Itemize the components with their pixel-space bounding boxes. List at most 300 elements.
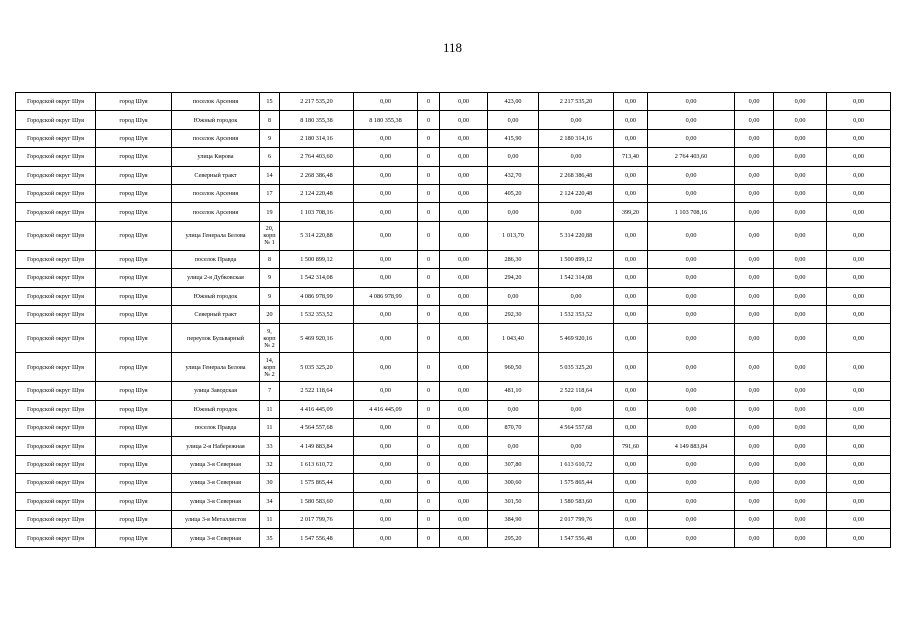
- cell-cost-e: 0,00: [774, 400, 827, 418]
- cell-cost-c: 1 580 583,60: [539, 492, 614, 510]
- cell-count-b: 0: [418, 203, 440, 221]
- cell-municipality: Городской округ Шуя: [16, 492, 96, 510]
- cell-municipality: Городской округ Шуя: [16, 305, 96, 323]
- cell-street: улица 3-я Северная: [172, 492, 260, 510]
- cell-cost-c: 2 017 799,76: [539, 511, 614, 529]
- cell-area-c: 295,20: [488, 529, 539, 547]
- cell-municipality: Городской округ Шуя: [16, 353, 96, 382]
- cell-cost-a: 0,00: [354, 250, 418, 268]
- cell-cost-e: 0,00: [774, 287, 827, 305]
- cell-settlement: город Шуя: [96, 437, 172, 455]
- cell-cost-a: 0,00: [354, 474, 418, 492]
- table-body: [16, 93, 891, 548]
- cell-cost-e: 0,00: [774, 324, 827, 353]
- table-row: [16, 269, 891, 287]
- cell-total-cost: 2 217 535,20: [280, 93, 354, 111]
- cell-count-b: 0: [418, 166, 440, 184]
- cell-cost-a: 0,00: [354, 511, 418, 529]
- cell-cost-e: 0,00: [774, 250, 827, 268]
- cell-area-c: 384,90: [488, 511, 539, 529]
- cell-area-d: 0,00: [614, 353, 648, 382]
- cell-total-cost: 8 180 355,38: [280, 111, 354, 129]
- cell-cost-c: 0,00: [539, 111, 614, 129]
- cell-cost-e: 0,00: [774, 382, 827, 400]
- cell-total-cost: 1 103 708,16: [280, 203, 354, 221]
- cell-cost-e: 0,00: [774, 492, 827, 510]
- cell-count-b: 0: [418, 324, 440, 353]
- cell-cost-c: 2 180 314,16: [539, 129, 614, 147]
- cell-street: улица 3-я Северная: [172, 455, 260, 473]
- cell-area-e: 0,00: [735, 93, 774, 111]
- cell-area-e: 0,00: [735, 419, 774, 437]
- cell-cost-c: 0,00: [539, 437, 614, 455]
- cell-cost-f: 0,00: [827, 474, 891, 492]
- cell-area-c: 0,00: [488, 400, 539, 418]
- cell-street: поселок Правда: [172, 250, 260, 268]
- cell-cost-a: 0,00: [354, 455, 418, 473]
- cell-cost-c: 1 500 899,12: [539, 250, 614, 268]
- cell-house-number: 11: [260, 419, 280, 437]
- cell-cost-d: 0,00: [648, 492, 735, 510]
- cell-cost-c: 5 469 920,16: [539, 324, 614, 353]
- cell-total-cost: 2 268 386,48: [280, 166, 354, 184]
- cell-municipality: Городской округ Шуя: [16, 148, 96, 166]
- cell-house-number: 8: [260, 250, 280, 268]
- cell-cost-f: 0,00: [827, 269, 891, 287]
- cell-cost-c: 0,00: [539, 203, 614, 221]
- cell-cost-d: 1 103 708,16: [648, 203, 735, 221]
- cell-street: улица 3-я Северная: [172, 474, 260, 492]
- cell-count-b: 0: [418, 419, 440, 437]
- cell-area-d: 0,00: [614, 111, 648, 129]
- cell-cost-b: 0,00: [440, 455, 488, 473]
- cell-street: Южный городок: [172, 111, 260, 129]
- cell-area-d: 0,00: [614, 250, 648, 268]
- cell-area-d: 0,00: [614, 129, 648, 147]
- cell-house-number: 9: [260, 287, 280, 305]
- cell-cost-e: 0,00: [774, 269, 827, 287]
- cell-street: поселок Арсения: [172, 129, 260, 147]
- cell-area-d: 0,00: [614, 474, 648, 492]
- cell-count-b: 0: [418, 221, 440, 250]
- cell-total-cost: 4 149 883,84: [280, 437, 354, 455]
- cell-count-b: 0: [418, 111, 440, 129]
- cell-count-b: 0: [418, 93, 440, 111]
- table-row: [16, 166, 891, 184]
- cell-cost-a: 0,00: [354, 166, 418, 184]
- cell-cost-f: 0,00: [827, 166, 891, 184]
- housing-repair-table: [15, 92, 891, 548]
- cell-area-d: 791,60: [614, 437, 648, 455]
- cell-cost-b: 0,00: [440, 400, 488, 418]
- cell-area-e: 0,00: [735, 111, 774, 129]
- cell-municipality: Городской округ Шуя: [16, 400, 96, 418]
- cell-settlement: город Шуя: [96, 221, 172, 250]
- cell-cost-a: 0,00: [354, 324, 418, 353]
- cell-settlement: город Шуя: [96, 455, 172, 473]
- cell-total-cost: 4 086 978,99: [280, 287, 354, 305]
- cell-cost-f: 0,00: [827, 111, 891, 129]
- cell-area-e: 0,00: [735, 437, 774, 455]
- cell-settlement: город Шуя: [96, 203, 172, 221]
- cell-area-c: 307,80: [488, 455, 539, 473]
- cell-cost-d: 0,00: [648, 382, 735, 400]
- table-row: [16, 250, 891, 268]
- cell-municipality: Городской округ Шуя: [16, 93, 96, 111]
- cell-cost-d: 0,00: [648, 111, 735, 129]
- cell-house-number: 9, корп № 2: [260, 324, 280, 353]
- cell-total-cost: 1 532 353,52: [280, 305, 354, 323]
- cell-area-c: 0,00: [488, 437, 539, 455]
- cell-cost-f: 0,00: [827, 382, 891, 400]
- cell-cost-b: 0,00: [440, 166, 488, 184]
- cell-area-c: 432,70: [488, 166, 539, 184]
- cell-cost-d: 0,00: [648, 419, 735, 437]
- cell-cost-f: 0,00: [827, 148, 891, 166]
- cell-settlement: город Шуя: [96, 305, 172, 323]
- cell-settlement: город Шуя: [96, 166, 172, 184]
- cell-cost-b: 0,00: [440, 287, 488, 305]
- cell-area-d: 713,40: [614, 148, 648, 166]
- cell-cost-d: 0,00: [648, 287, 735, 305]
- cell-house-number: 11: [260, 400, 280, 418]
- cell-area-e: 0,00: [735, 324, 774, 353]
- cell-total-cost: 2 124 220,48: [280, 184, 354, 202]
- cell-house-number: 20, корп № 1: [260, 221, 280, 250]
- cell-cost-f: 0,00: [827, 129, 891, 147]
- cell-settlement: город Шуя: [96, 111, 172, 129]
- table-row: [16, 203, 891, 221]
- cell-cost-b: 0,00: [440, 203, 488, 221]
- cell-municipality: Городской округ Шуя: [16, 455, 96, 473]
- cell-cost-d: 0,00: [648, 305, 735, 323]
- cell-street: Южный городок: [172, 287, 260, 305]
- cell-municipality: Городской округ Шуя: [16, 129, 96, 147]
- cell-cost-e: 0,00: [774, 111, 827, 129]
- cell-cost-c: 1 575 865,44: [539, 474, 614, 492]
- table-row: [16, 419, 891, 437]
- table-row: [16, 184, 891, 202]
- cell-cost-f: 0,00: [827, 93, 891, 111]
- cell-cost-a: 4 086 978,99: [354, 287, 418, 305]
- cell-cost-f: 0,00: [827, 250, 891, 268]
- cell-cost-a: 8 180 355,38: [354, 111, 418, 129]
- cell-cost-f: 0,00: [827, 419, 891, 437]
- cell-cost-e: 0,00: [774, 511, 827, 529]
- cell-cost-e: 0,00: [774, 437, 827, 455]
- cell-area-c: 870,70: [488, 419, 539, 437]
- cell-area-e: 0,00: [735, 166, 774, 184]
- cell-cost-a: 0,00: [354, 148, 418, 166]
- cell-cost-d: 0,00: [648, 129, 735, 147]
- cell-cost-c: 1 532 353,52: [539, 305, 614, 323]
- cell-cost-b: 0,00: [440, 474, 488, 492]
- cell-area-d: 0,00: [614, 305, 648, 323]
- cell-cost-a: 4 416 445,09: [354, 400, 418, 418]
- cell-municipality: Городской округ Шуя: [16, 166, 96, 184]
- cell-cost-a: 0,00: [354, 382, 418, 400]
- cell-count-b: 0: [418, 269, 440, 287]
- cell-street: Южный городок: [172, 400, 260, 418]
- cell-settlement: город Шуя: [96, 511, 172, 529]
- page-number: 118: [442, 40, 463, 55]
- cell-total-cost: 2 522 118,64: [280, 382, 354, 400]
- cell-area-d: 0,00: [614, 511, 648, 529]
- cell-area-c: 0,00: [488, 148, 539, 166]
- cell-municipality: Городской округ Шуя: [16, 203, 96, 221]
- cell-settlement: город Шуя: [96, 129, 172, 147]
- cell-cost-d: 0,00: [648, 269, 735, 287]
- table-row: [16, 382, 891, 400]
- cell-count-b: 0: [418, 529, 440, 547]
- table-row: [16, 511, 891, 529]
- cell-cost-b: 0,00: [440, 324, 488, 353]
- cell-area-e: 0,00: [735, 305, 774, 323]
- cell-cost-b: 0,00: [440, 250, 488, 268]
- cell-area-c: 1 043,40: [488, 324, 539, 353]
- cell-municipality: Городской округ Шуя: [16, 474, 96, 492]
- cell-cost-d: 4 149 883,84: [648, 437, 735, 455]
- table-row: [16, 529, 891, 547]
- cell-area-d: 0,00: [614, 529, 648, 547]
- cell-cost-c: 4 564 557,68: [539, 419, 614, 437]
- cell-area-e: 0,00: [735, 269, 774, 287]
- cell-settlement: город Шуя: [96, 148, 172, 166]
- cell-cost-e: 0,00: [774, 129, 827, 147]
- cell-cost-b: 0,00: [440, 492, 488, 510]
- cell-cost-e: 0,00: [774, 203, 827, 221]
- cell-count-b: 0: [418, 148, 440, 166]
- cell-cost-f: 0,00: [827, 529, 891, 547]
- cell-street: поселок Арсения: [172, 203, 260, 221]
- cell-cost-c: 0,00: [539, 400, 614, 418]
- table-row: [16, 492, 891, 510]
- cell-street: улица Генерала Белова: [172, 353, 260, 382]
- cell-settlement: город Шуя: [96, 93, 172, 111]
- cell-cost-b: 0,00: [440, 419, 488, 437]
- cell-cost-b: 0,00: [440, 221, 488, 250]
- cell-count-b: 0: [418, 511, 440, 529]
- cell-area-d: 0,00: [614, 455, 648, 473]
- cell-total-cost: 2 764 403,60: [280, 148, 354, 166]
- cell-cost-d: 2 764 403,60: [648, 148, 735, 166]
- table-row: [16, 437, 891, 455]
- cell-area-e: 0,00: [735, 529, 774, 547]
- cell-settlement: город Шуя: [96, 269, 172, 287]
- cell-house-number: 11: [260, 511, 280, 529]
- cell-area-c: 960,50: [488, 353, 539, 382]
- cell-house-number: 9: [260, 129, 280, 147]
- cell-street: Северный тракт: [172, 166, 260, 184]
- cell-street: поселок Арсения: [172, 93, 260, 111]
- cell-area-e: 0,00: [735, 511, 774, 529]
- table-row: [16, 305, 891, 323]
- cell-settlement: город Шуя: [96, 287, 172, 305]
- cell-area-c: 292,30: [488, 305, 539, 323]
- cell-total-cost: 1 580 583,60: [280, 492, 354, 510]
- cell-area-c: 0,00: [488, 111, 539, 129]
- cell-street: улица 3-я Металлистов: [172, 511, 260, 529]
- cell-area-d: 0,00: [614, 221, 648, 250]
- cell-cost-d: 0,00: [648, 353, 735, 382]
- cell-cost-f: 0,00: [827, 184, 891, 202]
- cell-house-number: 19: [260, 203, 280, 221]
- cell-area-e: 0,00: [735, 129, 774, 147]
- cell-cost-f: 0,00: [827, 492, 891, 510]
- cell-cost-c: 1 542 314,08: [539, 269, 614, 287]
- cell-cost-e: 0,00: [774, 166, 827, 184]
- cell-cost-b: 0,00: [440, 148, 488, 166]
- cell-cost-d: 0,00: [648, 324, 735, 353]
- cell-cost-d: 0,00: [648, 511, 735, 529]
- cell-municipality: Городской округ Шуя: [16, 529, 96, 547]
- cell-cost-d: 0,00: [648, 221, 735, 250]
- cell-area-d: 0,00: [614, 492, 648, 510]
- cell-area-d: 0,00: [614, 324, 648, 353]
- cell-cost-b: 0,00: [440, 382, 488, 400]
- table-row: [16, 287, 891, 305]
- cell-street: улица 2-я Набережная: [172, 437, 260, 455]
- cell-municipality: Городской округ Шуя: [16, 111, 96, 129]
- cell-cost-f: 0,00: [827, 305, 891, 323]
- cell-street: улица 2-я Дубковская: [172, 269, 260, 287]
- cell-settlement: город Шуя: [96, 529, 172, 547]
- cell-settlement: город Шуя: [96, 382, 172, 400]
- cell-area-c: 1 013,70: [488, 221, 539, 250]
- cell-area-d: 0,00: [614, 287, 648, 305]
- cell-cost-b: 0,00: [440, 129, 488, 147]
- cell-total-cost: 2 017 799,76: [280, 511, 354, 529]
- cell-area-d: 0,00: [614, 269, 648, 287]
- cell-house-number: 30: [260, 474, 280, 492]
- cell-cost-a: 0,00: [354, 305, 418, 323]
- cell-municipality: Городской округ Шуя: [16, 419, 96, 437]
- cell-house-number: 14, корп № 2: [260, 353, 280, 382]
- cell-cost-b: 0,00: [440, 93, 488, 111]
- cell-area-d: 0,00: [614, 166, 648, 184]
- cell-total-cost: 1 613 610,72: [280, 455, 354, 473]
- cell-cost-a: 0,00: [354, 437, 418, 455]
- cell-cost-c: 1 547 556,48: [539, 529, 614, 547]
- cell-cost-d: 0,00: [648, 166, 735, 184]
- cell-cost-f: 0,00: [827, 437, 891, 455]
- cell-cost-d: 0,00: [648, 455, 735, 473]
- cell-cost-c: 2 522 118,64: [539, 382, 614, 400]
- cell-total-cost: 1 542 314,08: [280, 269, 354, 287]
- cell-cost-d: 0,00: [648, 529, 735, 547]
- table-row: [16, 353, 891, 382]
- cell-house-number: 17: [260, 184, 280, 202]
- cell-area-e: 0,00: [735, 184, 774, 202]
- cell-municipality: Городской округ Шуя: [16, 269, 96, 287]
- cell-settlement: город Шуя: [96, 353, 172, 382]
- cell-area-c: 481,10: [488, 382, 539, 400]
- cell-area-e: 0,00: [735, 148, 774, 166]
- cell-settlement: город Шуя: [96, 400, 172, 418]
- cell-count-b: 0: [418, 474, 440, 492]
- cell-total-cost: 1 500 899,12: [280, 250, 354, 268]
- cell-cost-c: 0,00: [539, 148, 614, 166]
- table-row: [16, 111, 891, 129]
- cell-street: улица Генерала Белова: [172, 221, 260, 250]
- cell-cost-f: 0,00: [827, 287, 891, 305]
- cell-count-b: 0: [418, 287, 440, 305]
- cell-area-d: 0,00: [614, 382, 648, 400]
- cell-area-e: 0,00: [735, 287, 774, 305]
- cell-area-d: 0,00: [614, 419, 648, 437]
- cell-cost-f: 0,00: [827, 353, 891, 382]
- cell-count-b: 0: [418, 400, 440, 418]
- cell-cost-b: 0,00: [440, 111, 488, 129]
- cell-municipality: Городской округ Шуя: [16, 511, 96, 529]
- cell-area-c: 294,20: [488, 269, 539, 287]
- cell-cost-b: 0,00: [440, 437, 488, 455]
- cell-municipality: Городской округ Шуя: [16, 287, 96, 305]
- cell-count-b: 0: [418, 250, 440, 268]
- cell-cost-c: 2 217 535,20: [539, 93, 614, 111]
- cell-area-c: 0,00: [488, 287, 539, 305]
- cell-street: Северный тракт: [172, 305, 260, 323]
- cell-area-e: 0,00: [735, 382, 774, 400]
- cell-cost-b: 0,00: [440, 184, 488, 202]
- cell-area-d: 399,20: [614, 203, 648, 221]
- cell-area-e: 0,00: [735, 203, 774, 221]
- cell-total-cost: 5 469 920,16: [280, 324, 354, 353]
- cell-settlement: город Шуя: [96, 419, 172, 437]
- cell-settlement: город Шуя: [96, 184, 172, 202]
- cell-cost-f: 0,00: [827, 455, 891, 473]
- table-row: [16, 221, 891, 250]
- cell-house-number: 33: [260, 437, 280, 455]
- cell-cost-b: 0,00: [440, 269, 488, 287]
- cell-cost-d: 0,00: [648, 474, 735, 492]
- cell-cost-d: 0,00: [648, 400, 735, 418]
- cell-house-number: 14: [260, 166, 280, 184]
- cell-street: поселок Правда: [172, 419, 260, 437]
- table-row: [16, 93, 891, 111]
- cell-cost-c: 2 268 386,48: [539, 166, 614, 184]
- cell-house-number: 20: [260, 305, 280, 323]
- cell-count-b: 0: [418, 305, 440, 323]
- cell-cost-f: 0,00: [827, 221, 891, 250]
- cell-count-b: 0: [418, 455, 440, 473]
- cell-settlement: город Шуя: [96, 324, 172, 353]
- cell-area-e: 0,00: [735, 455, 774, 473]
- cell-total-cost: 2 180 314,16: [280, 129, 354, 147]
- cell-municipality: Городской округ Шуя: [16, 221, 96, 250]
- cell-count-b: 0: [418, 184, 440, 202]
- cell-area-c: 300,60: [488, 474, 539, 492]
- table-row: [16, 455, 891, 473]
- cell-street: переулок Бульварный: [172, 324, 260, 353]
- cell-count-b: 0: [418, 382, 440, 400]
- cell-cost-f: 0,00: [827, 324, 891, 353]
- cell-area-c: 423,00: [488, 93, 539, 111]
- cell-cost-c: 1 613 610,72: [539, 455, 614, 473]
- cell-cost-a: 0,00: [354, 529, 418, 547]
- cell-settlement: город Шуя: [96, 492, 172, 510]
- cell-total-cost: 4 416 445,09: [280, 400, 354, 418]
- cell-total-cost: 4 564 557,68: [280, 419, 354, 437]
- cell-street: улица 3-я Северная: [172, 529, 260, 547]
- cell-settlement: город Шуя: [96, 474, 172, 492]
- table-row: [16, 400, 891, 418]
- cell-cost-a: 0,00: [354, 492, 418, 510]
- cell-cost-a: 0,00: [354, 269, 418, 287]
- table-row: [16, 324, 891, 353]
- cell-area-d: 0,00: [614, 93, 648, 111]
- cell-cost-e: 0,00: [774, 148, 827, 166]
